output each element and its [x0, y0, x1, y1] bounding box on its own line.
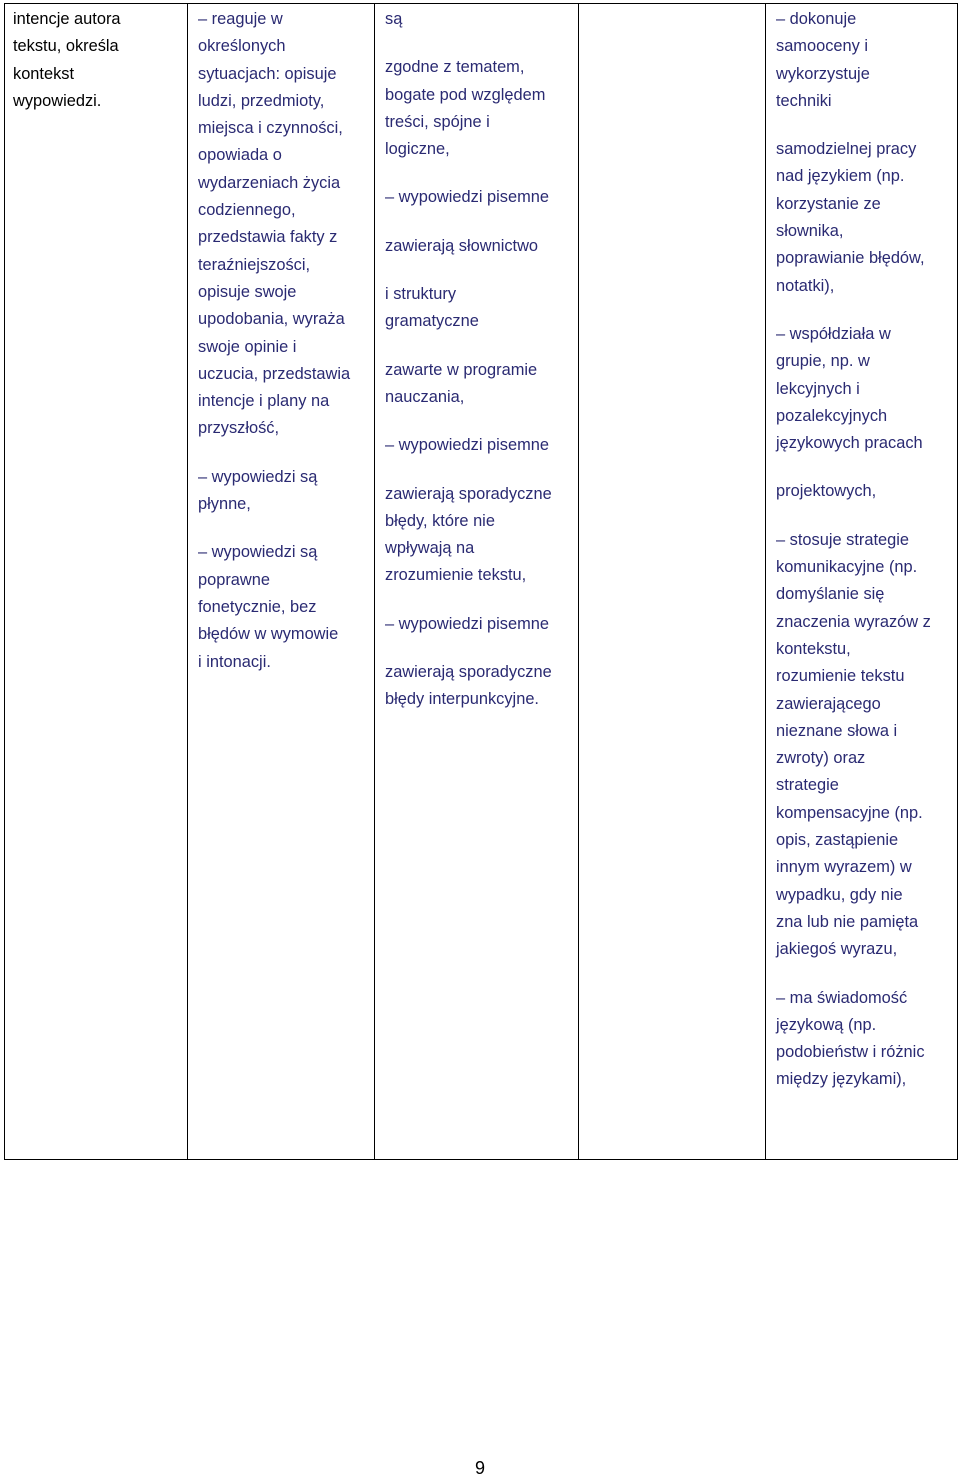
cell-paragraph: – wypowiedzi są poprawne fonetycznie, bez błędów w wymowie i intonacji.: [198, 543, 339, 671]
cell-paragraph: – wypowiedzi pisemne: [385, 188, 549, 207]
cell-paragraph: – reaguje w określonych sytuacjach: opisuje ludzi, przedmioty, miejsca i czynności, opowiada o wydarzeniach życia codziennego, przedstawia fakty z teraźniejszości, opisuje swoje upodobania, wyraża swoje opinie i uczucia, przedstawia intencje i plany na przyszłość,: [198, 10, 351, 438]
cell-paragraph: – ma świadomość językową (np. podobieństw i różnic między językami),: [776, 988, 925, 1089]
table-cell-strategies: [766, 4, 958, 1160]
table-cell-empty: [579, 4, 766, 1160]
cell-paragraph: – dokonuje samooceny i wykorzystuje techniki: [776, 10, 870, 110]
cell-paragraph: zawierają słownictwo: [385, 236, 539, 255]
table-cell-context: [5, 4, 188, 1160]
cell-paragraph: – wypowiedzi pisemne: [385, 436, 549, 455]
cell-paragraph: – wypowiedzi są płynne,: [198, 467, 318, 514]
cell-paragraph: – stosuje strategie komunikacyjne (np. domyślanie się znaczenia wyrazów z kontekstu, rozumienie tekstu zawierającego nieznane słowa i zwroty) oraz strategie kompensacyjne (np. opis, zastąpienie innym wyrazem) w wypadku, gdy nie zna lub nie pamięta jakiegoś wyrazu,: [776, 530, 931, 959]
cell-text: intencje autora tekstu, określa kontekst wypowiedzi.: [13, 10, 121, 110]
cell-paragraph: – współdziała w grupie, np. w lekcyjnych i pozalekcyjnych językowych pracach: [776, 324, 923, 453]
cell-paragraph: zgodne z tematem, bogate pod względem treści, spójne i logiczne,: [385, 58, 546, 159]
cell-paragraph: projektowych,: [776, 482, 877, 501]
cell-paragraph: zawarte w programie nauczania,: [385, 360, 538, 406]
cell-paragraph: zawierają sporadyczne błędy, które nie wpływają na zrozumienie tekstu,: [385, 484, 552, 585]
cell-paragraph: i struktury gramatyczne: [385, 285, 479, 331]
cell-paragraph: są: [385, 10, 403, 28]
criteria-table: [4, 3, 958, 1160]
cell-paragraph: samodzielnej pracy nad językiem (np. korzystanie ze słownika, poprawianie błędów, notatki),: [776, 140, 925, 295]
cell-paragraph: zawierają sporadyczne błędy interpunkcyjne.: [385, 663, 552, 709]
table-cell-writing: [375, 4, 579, 1160]
table-cell-speaking: [188, 4, 375, 1160]
page-number: 9: [474, 1458, 485, 1478]
cell-paragraph: – wypowiedzi pisemne: [385, 614, 549, 633]
table-row: [5, 4, 958, 1160]
